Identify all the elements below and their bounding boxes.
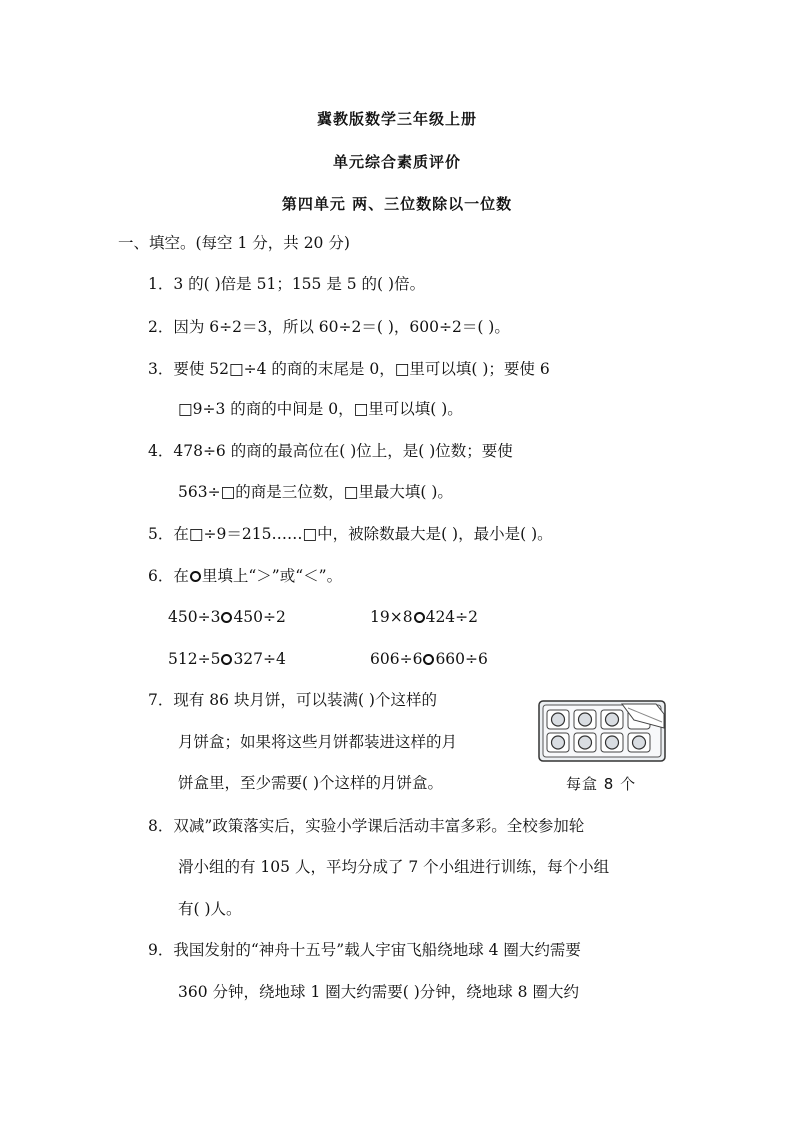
compare-right: 424÷2 — [425, 608, 479, 626]
compare-item-4 — [370, 649, 488, 669]
compare-left: 450÷3 — [168, 608, 221, 626]
question-7-line3: 饼盒里，至少需要( )个这样的月饼盒。 — [178, 774, 444, 792]
document-title: 冀教版数学三年级上册 — [316, 110, 477, 128]
compare-left: 19×8 — [370, 608, 413, 626]
question-4-line1: 4．478÷6 的商的最高位在( )位上，是( )位数；要使 — [148, 442, 513, 460]
document-subtitle: 单元综合素质评价 — [332, 153, 461, 171]
question-8-line3: 有( )人。 — [178, 900, 242, 918]
circle-icon — [190, 571, 201, 582]
question-7-line2: 月饼盒；如果将这些月饼都装进这样的月 — [178, 733, 458, 751]
compare-item-1 — [168, 607, 286, 627]
question-5: 5．在□÷9＝215……□中，被除数最大是( )，最小是( )。 — [148, 525, 553, 543]
unit-title: 第四单元 两、三位数除以一位数 — [281, 195, 513, 213]
mooncake-box-image — [538, 700, 666, 762]
compare-right: 660÷6 — [435, 650, 488, 668]
question-8-line1: 8．双减”政策落实后，实验小学课后活动丰富多彩。全校参加轮 — [148, 817, 585, 835]
question-6 — [148, 566, 342, 586]
question-9-line1: 9．我国发射的“神舟十五号”载人宇宙飞船绕地球 4 圈大约需要 — [148, 941, 581, 959]
mooncake-box-caption: 每盒 8 个 — [566, 775, 637, 793]
question-6-prefix: 6．在 — [148, 567, 189, 585]
compare-item-2 — [370, 607, 478, 627]
question-4-line2: 563÷□的商是三位数，□里最大填( )。 — [178, 483, 453, 501]
compare-item-3 — [168, 649, 286, 669]
compare-circle-icon[interactable] — [221, 654, 232, 665]
compare-circle-icon[interactable] — [423, 654, 434, 665]
compare-right: 450÷2 — [233, 608, 286, 626]
question-7-line1: 7．现有 86 块月饼，可以装满( )个这样的 — [148, 691, 437, 709]
compare-circle-icon[interactable] — [221, 612, 232, 623]
compare-left: 606÷6 — [370, 650, 423, 668]
question-9-line2: 360 分钟，绕地球 1 圈大约需要( )分钟，绕地球 8 圈大约 — [178, 983, 579, 1001]
question-6-suffix: 里填上“＞”或“＜”。 — [201, 567, 343, 585]
compare-left: 512÷5 — [168, 650, 221, 668]
section-heading: 一、填空。(每空 1 分，共 20 分) — [118, 234, 350, 252]
question-3-line1: 3．要使 52□÷4 的商的末尾是 0，□里可以填( )；要使 6 — [148, 360, 550, 378]
compare-circle-icon[interactable] — [414, 612, 425, 623]
question-2: 2．因为 6÷2＝3，所以 60÷2＝( )，600÷2＝( )。 — [148, 318, 510, 336]
question-8-line2: 滑小组的有 105 人，平均分成了 7 个小组进行训练，每个小组 — [178, 858, 610, 876]
compare-right: 327÷4 — [233, 650, 286, 668]
question-1: 1．3 的( )倍是 51；155 是 5 的( )倍。 — [148, 275, 426, 293]
question-3-line2: □9÷3 的商的中间是 0，□里可以填( )。 — [178, 400, 463, 418]
